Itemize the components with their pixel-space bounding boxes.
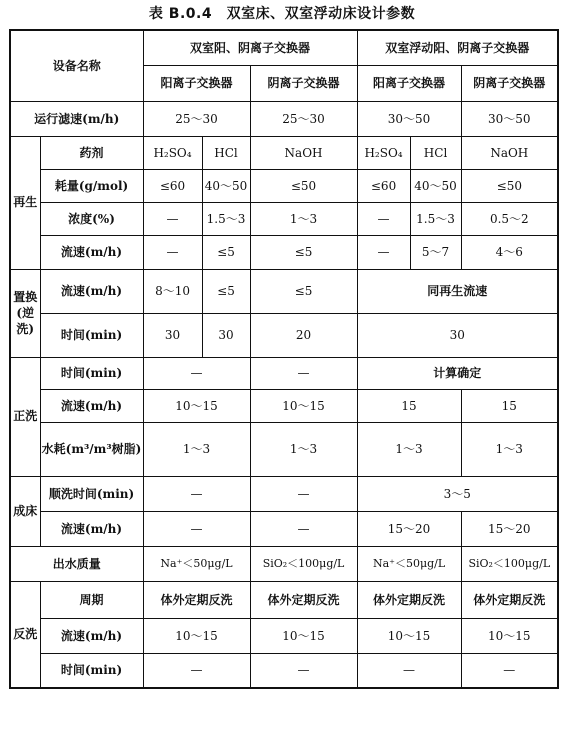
table-row — [10, 653, 558, 688]
regen-group-label: 再生 — [10, 136, 40, 269]
cell: HCl — [202, 136, 250, 169]
regen-consumption-label: 耗量(g/mol) — [40, 169, 143, 202]
cell: — — [250, 357, 357, 389]
cell: — — [143, 235, 202, 269]
group-b-header: 双室浮动阳、阴离子交换器 — [357, 30, 558, 65]
cell: 40～50 — [410, 169, 461, 202]
cell: 体外定期反洗 — [461, 581, 558, 618]
parameter-table — [9, 29, 559, 689]
cell: 1.5～3 — [410, 202, 461, 235]
cell: 20 — [250, 313, 357, 357]
cell: H₂SO₄ — [143, 136, 202, 169]
cell: 30 — [357, 313, 558, 357]
cell: 体外定期反洗 — [143, 581, 250, 618]
displace-group-label: 置换(逆洗) — [10, 269, 40, 357]
cell: ≤5 — [250, 235, 357, 269]
cell: — — [250, 653, 357, 688]
rinse-time-label: 时间(min) — [40, 357, 143, 389]
cell: ≤60 — [143, 169, 202, 202]
cell: 15 — [461, 389, 558, 422]
cell: 25～30 — [143, 101, 250, 136]
cell: 10～15 — [461, 618, 558, 653]
cell: 30～50 — [461, 101, 558, 136]
cell: 10～15 — [143, 618, 250, 653]
cell: 0.5～2 — [461, 202, 558, 235]
group-a-header: 双室阳、阴离子交换器 — [143, 30, 357, 65]
cell: ≤5 — [250, 269, 357, 313]
cell: 体外定期反洗 — [357, 581, 461, 618]
table-row — [10, 169, 558, 202]
cell: 15～20 — [461, 511, 558, 546]
bed-group-label: 成床 — [10, 476, 40, 546]
bed-flow-label: 流速(m/h) — [40, 511, 143, 546]
displace-flow-label: 流速(m/h) — [40, 269, 143, 313]
backwash-flow-label: 流速(m/h) — [40, 618, 143, 653]
cell: 1.5～3 — [202, 202, 250, 235]
quality-label: 出水质量 — [10, 546, 143, 581]
cell: 8～10 — [143, 269, 202, 313]
cell: 1～3 — [357, 422, 461, 476]
cell: 30 — [202, 313, 250, 357]
cell: 15～20 — [357, 511, 461, 546]
cell: 10～15 — [250, 618, 357, 653]
run-speed-label: 运行滤速(m/h) — [10, 101, 143, 136]
cell: — — [250, 511, 357, 546]
cell: 40～50 — [202, 169, 250, 202]
cell: 4～6 — [461, 235, 558, 269]
cell: — — [143, 653, 250, 688]
group-a-cation-header: 阳离子交换器 — [143, 65, 250, 101]
regen-agent-label: 药剂 — [40, 136, 143, 169]
cell: — — [461, 653, 558, 688]
cell: SiO₂＜100μg/L — [250, 546, 357, 581]
cell: 5～7 — [410, 235, 461, 269]
table-row — [10, 313, 558, 357]
group-a-anion-header: 阴离子交换器 — [250, 65, 357, 101]
cell: 1～3 — [143, 422, 250, 476]
rinse-water-label: 水耗(m³/m³树脂) — [40, 422, 143, 476]
cell: ≤5 — [202, 235, 250, 269]
cell: 体外定期反洗 — [250, 581, 357, 618]
cell: 15 — [357, 389, 461, 422]
cell: 10～15 — [357, 618, 461, 653]
regen-flow-label: 流速(m/h) — [40, 235, 143, 269]
cell: — — [357, 653, 461, 688]
device-name-header: 设备名称 — [10, 30, 143, 101]
rinse-flow-label: 流速(m/h) — [40, 389, 143, 422]
backwash-group-label: 反洗 — [10, 581, 40, 688]
table-row — [10, 581, 558, 618]
cell: Na⁺＜50μg/L — [143, 546, 250, 581]
backwash-period-label: 周期 — [40, 581, 143, 618]
table-row — [10, 235, 558, 269]
table-row — [10, 618, 558, 653]
table-row — [10, 357, 558, 389]
table-row — [10, 546, 558, 581]
cell: SiO₂＜100μg/L — [461, 546, 558, 581]
cell: 25～30 — [250, 101, 357, 136]
cell: ≤50 — [461, 169, 558, 202]
displace-time-label: 时间(min) — [40, 313, 143, 357]
rinse-group-label: 正洗 — [10, 357, 40, 476]
cell: NaOH — [250, 136, 357, 169]
table-title: 表 B.0.4 双室床、双室浮动床设计参数 — [148, 6, 416, 22]
cell: — — [143, 511, 250, 546]
cell: 1～3 — [461, 422, 558, 476]
cell: Na⁺＜50μg/L — [357, 546, 461, 581]
table-row — [10, 202, 558, 235]
cell: — — [143, 202, 202, 235]
cell: — — [357, 235, 410, 269]
header-row-1 — [10, 30, 558, 65]
cell: — — [250, 476, 357, 511]
group-b-cation-header: 阳离子交换器 — [357, 65, 461, 101]
cell: 30 — [143, 313, 202, 357]
table-row — [10, 101, 558, 136]
table-row — [10, 511, 558, 546]
cell: 30～50 — [357, 101, 461, 136]
cell: HCl — [410, 136, 461, 169]
cell: ≤50 — [250, 169, 357, 202]
cell: H₂SO₄ — [357, 136, 410, 169]
cell: ≤60 — [357, 169, 410, 202]
cell: 1～3 — [250, 422, 357, 476]
table-row — [10, 389, 558, 422]
table-row — [10, 136, 558, 169]
cell: — — [357, 202, 410, 235]
cell: 计算确定 — [357, 357, 558, 389]
cell: ≤5 — [202, 269, 250, 313]
cell: — — [143, 357, 250, 389]
cell: 3～5 — [357, 476, 558, 511]
bed-time-label: 顺洗时间(min) — [40, 476, 143, 511]
table-row — [10, 422, 558, 476]
cell: 1～3 — [250, 202, 357, 235]
table-row — [10, 476, 558, 511]
cell: 10～15 — [143, 389, 250, 422]
cell: 同再生流速 — [357, 269, 558, 313]
cell: NaOH — [461, 136, 558, 169]
cell: 10～15 — [250, 389, 357, 422]
table-row — [10, 269, 558, 313]
regen-concentration-label: 浓度(%) — [40, 202, 143, 235]
backwash-time-label: 时间(min) — [40, 653, 143, 688]
group-b-anion-header: 阴离子交换器 — [461, 65, 558, 101]
cell: — — [143, 476, 250, 511]
